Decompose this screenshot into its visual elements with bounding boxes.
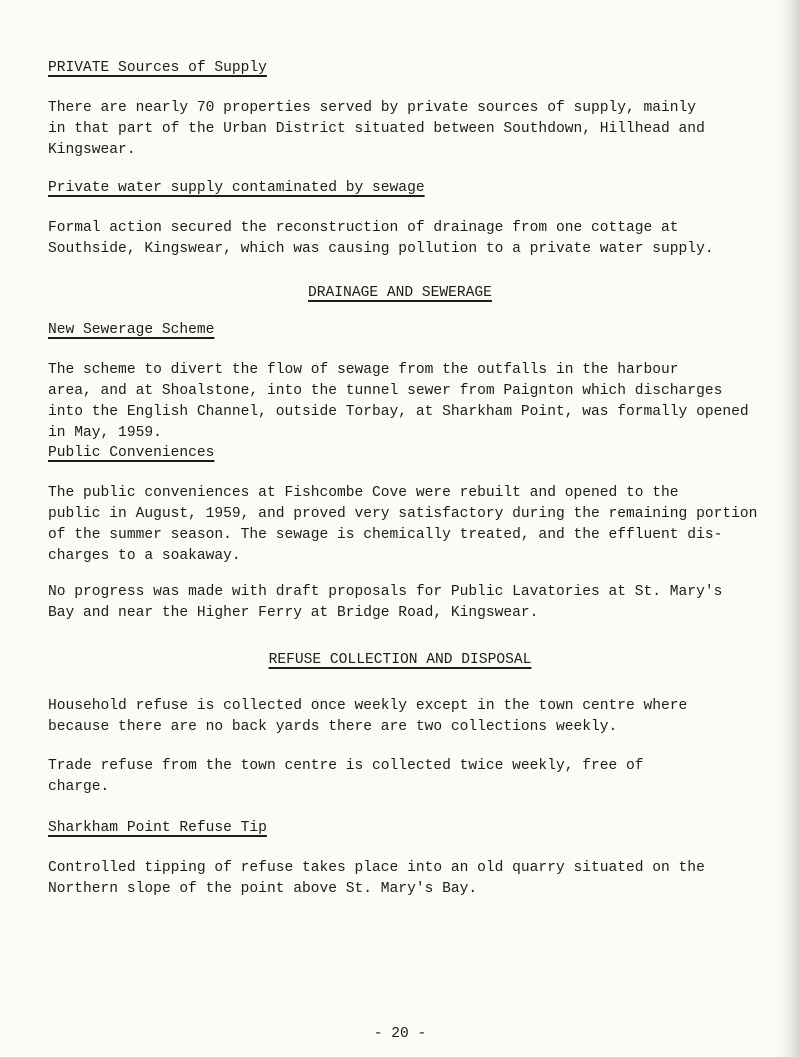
paragraph-private-sources: There are nearly 70 properties served by private sources of supply, mainly in that part of the Urban District situated between Southdown, Hillhead and Kingswear. — [48, 100, 705, 158]
heading-refuse-tip: Sharkham Point Refuse Tip — [48, 820, 267, 836]
paragraph-conveniences-proposals: No progress was made with draft proposals for Public Lavatories at St. Mary's Bay and near the Higher Ferry at Bridge Road, Kingswear. — [48, 584, 723, 621]
paragraph-household-refuse: Household refuse is collected once weekly except in the town centre where because there are no back yards there are two collections weekly. — [48, 698, 688, 735]
page-number: - 20 - — [373, 1026, 427, 1042]
title-drainage-sewerage: DRAINAGE AND SEWERAGE — [308, 285, 492, 301]
paragraph-contaminated-supply: Formal action secured the reconstruction of drainage from one cottage at Southside, Kingswear, which was causing pollution to a private water supply. — [48, 220, 714, 257]
title-refuse-collection: REFUSE COLLECTION AND DISPOSAL — [268, 652, 532, 668]
paragraph-conveniences-rebuilt: The public conveniences at Fishcombe Cove were rebuilt and opened to the public in August, 1959, and proved very satisfactory during the remaining portion of the summer season. The sewage is chemically treated, and the effluent dis- charges to a soakaway. — [48, 485, 758, 564]
heading-sewerage-scheme: New Sewerage Scheme — [48, 322, 215, 338]
heading-private-sources: PRIVATE Sources of Supply — [48, 60, 267, 76]
paragraph-refuse-tip: Controlled tipping of refuse takes place into an old quarry situated on the Northern slope of the point above St. Mary's Bay. — [48, 860, 705, 897]
heading-contaminated-supply: Private water supply contaminated by sewage — [48, 180, 425, 196]
paragraph-trade-refuse: Trade refuse from the town centre is collected twice weekly, free of charge. — [48, 758, 644, 795]
paragraph-sewerage-scheme: The scheme to divert the flow of sewage from the outfalls in the harbour area, and at Shoalstone, into the tunnel sewer from Paignton which discharges into the English Channel, outside Torbay, at Sharkham Point, was formally opened in May, 1959. — [48, 362, 749, 441]
heading-public-conveniences: Public Conveniences — [48, 445, 215, 461]
